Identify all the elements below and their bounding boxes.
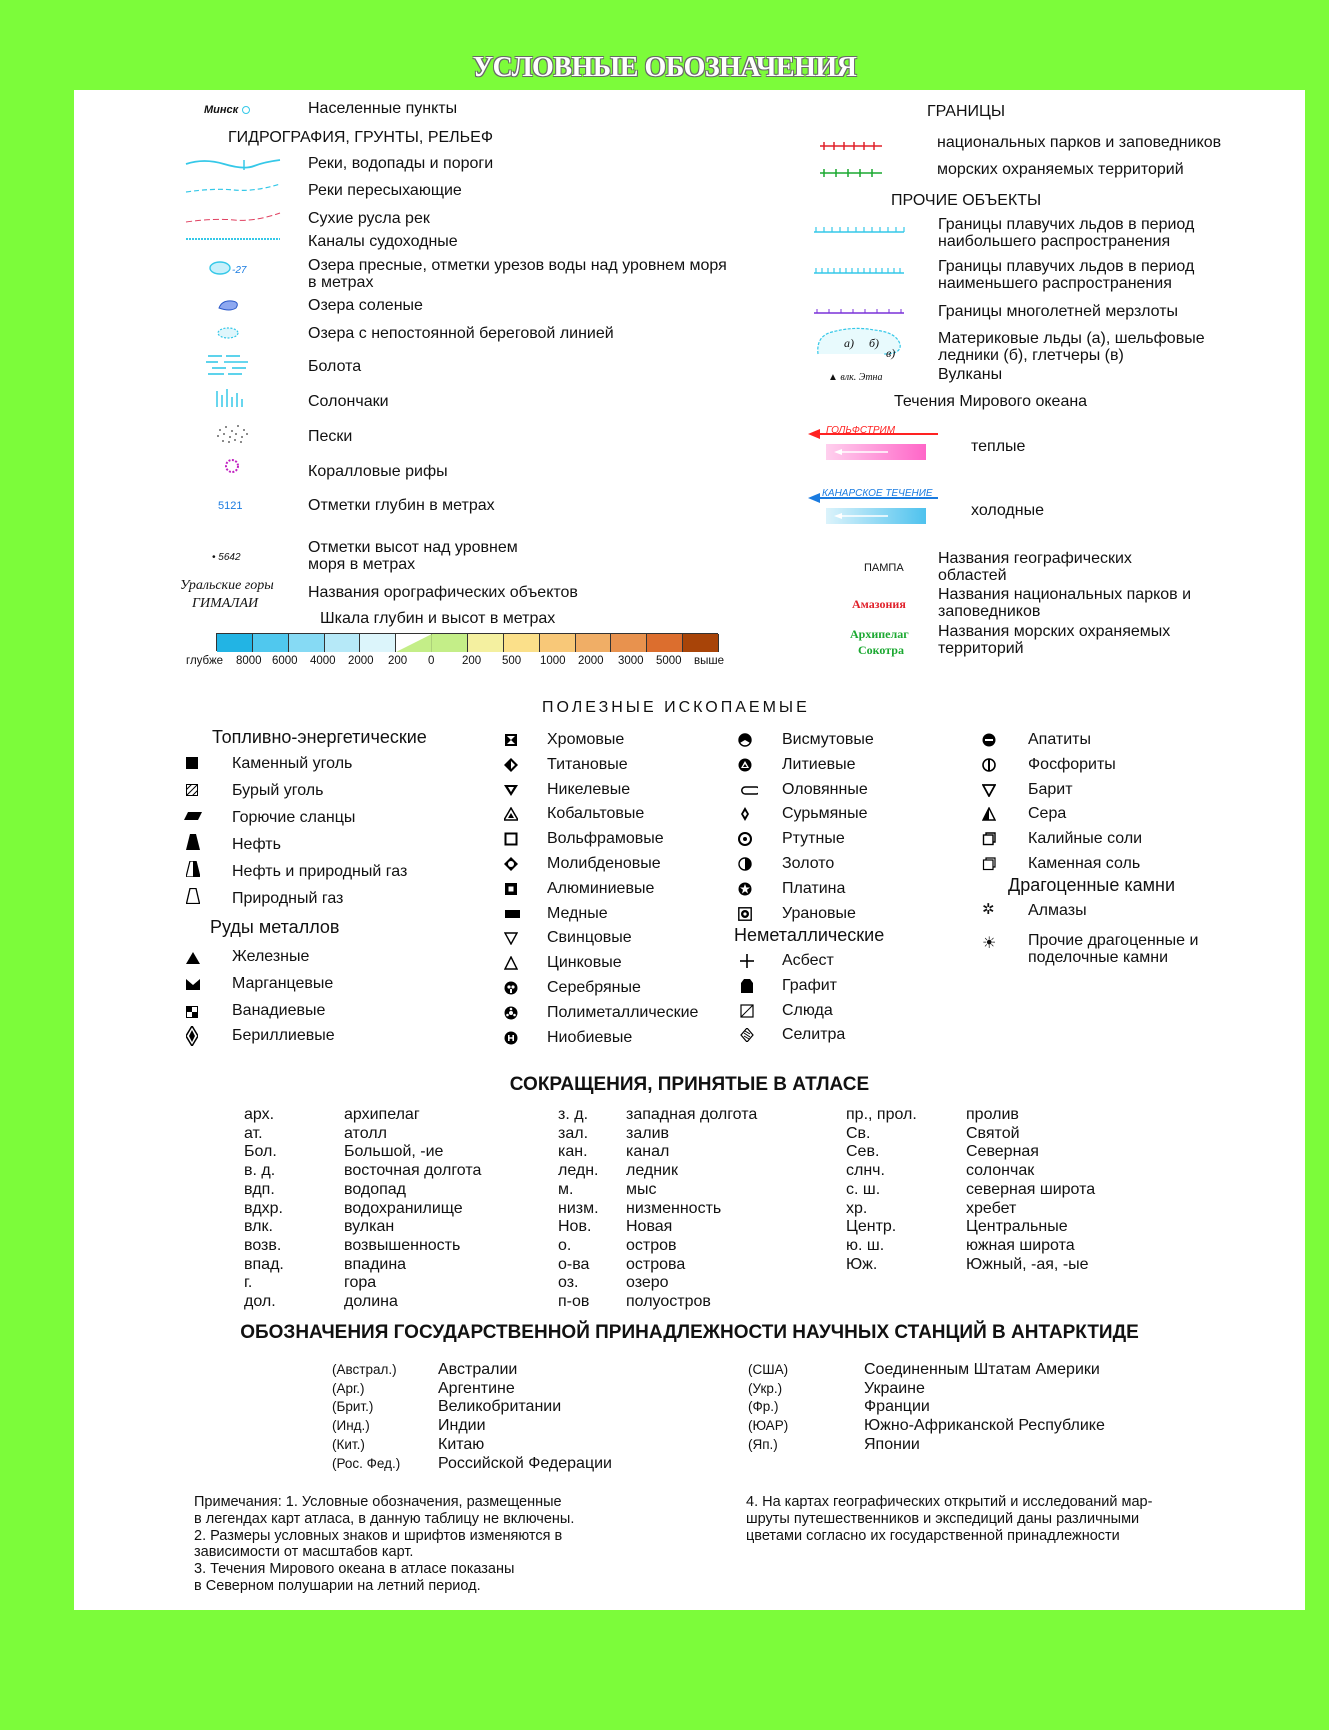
station-country: Российской Федерации [438,1454,612,1472]
abbreviation-meaning: низменность [626,1199,722,1217]
currents-heading: Течения Мирового океана [894,393,1088,410]
other-permafrost: Границы многолетней мерзлоты [938,303,1179,320]
swamp-icon [204,352,254,378]
scale-cell [504,634,540,652]
aluminum-icon [504,882,518,896]
abbreviation: з. д. [558,1106,589,1123]
national-park-border-icon [820,137,882,145]
note-line: 2. Размеры условных знаков и шрифтов изменяются в [194,1527,563,1544]
mineral-item: Слюда [782,1001,833,1019]
permafrost-border-icon [814,308,906,318]
other-volcanoes: Вулканы [938,366,1003,383]
orography-sample-2: ГИМАЛАИ [192,596,259,611]
abbreviation-meaning: мыс [626,1180,657,1198]
scale-cell [217,634,253,652]
scale-tick-label: 8000 [236,655,262,667]
height-sample: • 5642 [212,552,241,563]
legend-item-dry-riverbeds: Сухие русла рек [308,210,430,227]
abbreviation: Бол. [244,1143,277,1161]
fuel-oil-shale: Горючие сланцы [232,809,356,826]
abbreviation-meaning: водопад [344,1180,406,1198]
fuel-oil: Нефть [232,836,281,853]
station-abbreviation: (США) [748,1362,789,1377]
platinum-icon [738,882,752,896]
station-country: Японии [864,1435,920,1453]
abbreviation-meaning: Южный, -ая, -ые [966,1255,1089,1273]
other-min-ice: Границы плавучих льдов в период наименьшего распространения [938,258,1195,292]
legend-item-rivers: Реки, водопады и пороги [308,155,494,172]
abbreviation-meaning: Святой [966,1124,1020,1142]
cold-current-name: КАНАРСКОЕ ТЕЧЕНИЕ [822,488,933,499]
note-line: зависимости от масштабов карт. [194,1544,414,1561]
abbreviation-meaning: хребет [966,1199,1017,1217]
mineral-item: Медные [547,904,608,922]
legend-item-depth-marks: Отметки глубин в метрах [308,497,495,514]
depth-height-scale [186,633,724,673]
abbreviation: Нов. [558,1218,592,1236]
mercury-icon [738,832,752,846]
chrome-icon [504,733,518,747]
scale-tick-label: 5000 [656,655,682,667]
scale-tick-label: 500 [502,655,522,667]
station-country: Южно-Африканской Республике [864,1417,1105,1435]
abbreviation-meaning: остров [626,1236,677,1254]
freshwater-lake-icon [208,258,234,276]
station-country: Австралии [438,1361,518,1378]
mineral-item: Калийные соли [1028,830,1143,848]
height-sample-value: 5642 [218,552,241,563]
ore-manganese: Марганцевые [232,975,334,992]
scale-cell [432,634,468,652]
abbreviation-meaning: атолл [344,1124,387,1142]
abbreviation: о. [558,1236,572,1254]
gems-heading: Драгоценные камни [1008,875,1175,895]
river-waterfall-icon [184,154,284,176]
depth-sample: 5121 [218,500,243,512]
mineral-item: Ртутные [782,830,845,848]
abbreviation-meaning: озеро [626,1274,669,1292]
abbreviation: Св. [846,1124,871,1142]
ore-vanadium: Ванадиевые [232,1002,326,1019]
copper-icon [504,907,520,921]
settlement-sample: Минск [204,104,239,116]
abbreviation-meaning: водохранилище [344,1199,463,1217]
silver-icon [504,981,518,995]
mineral-item: Графит [782,976,837,994]
fuel-coal: Каменный уголь [232,755,353,772]
abbreviation-meaning: солончак [966,1162,1035,1180]
station-country: Франции [864,1398,930,1416]
phosphorite-icon [982,758,996,772]
scale-tick-label: 1000 [540,655,566,667]
barite-icon [982,783,996,797]
titanium-icon [504,758,518,772]
fuel-brown-coal: Бурый уголь [232,782,324,799]
scale-cell [253,634,289,652]
note-line: 4. На картах географических открытий и исследований мар- [746,1494,1153,1510]
mineral-item: Урановые [782,904,856,922]
manganese-icon [186,979,200,990]
scale-cell [540,634,576,652]
note-line: шруты путешественников и экспедиций даны различными [746,1510,1140,1527]
mineral-item: Сера [1028,805,1067,823]
station-country: Китаю [438,1435,485,1453]
legend-item-freshwater-lakes: Озера пресные, отметки урезов воды над уровнем моря в метрах [308,257,727,291]
station-abbreviation: (Яп.) [748,1436,778,1452]
lake-elevation-sample: -27 [232,265,247,276]
precious-stones-icon: ☀ [982,935,997,952]
mineral-item: Хромовые [547,731,625,748]
abbreviation-meaning: Большой, -ие [344,1143,444,1161]
niobium-icon [504,1031,518,1045]
station-abbreviation: (Инд.) [332,1418,370,1434]
uranium-icon [738,907,752,921]
scale-tick-label: 200 [462,655,482,667]
station-abbreviation: (Укр.) [748,1380,783,1396]
region-name-sample: ПАМПА [864,562,904,574]
abbreviation-meaning: гора [344,1274,377,1292]
abbreviation: м. [558,1180,574,1198]
legend-item-seasonal-rivers: Реки пересыхающие [308,182,462,199]
volcano-sample-name: влк. Этна [840,372,883,383]
scale-tick-label: 0 [428,655,435,667]
warm-currents-label: теплые [971,438,1026,455]
mineral-item: Платина [782,879,846,897]
legend-item-salt-lakes: Озера соленые [308,297,423,314]
legend-item-orography: Названия орографических объектов [308,584,578,601]
asbestos-icon [740,954,754,968]
fuel-heading: Топливно-энергетические [212,727,427,747]
salt-lake-icon [216,298,242,314]
vanadium-icon [186,1006,198,1018]
station-abbreviation: (Кит.) [332,1436,365,1452]
settlement-icon [242,106,250,114]
name-national-parks: Названия национальных парков и заповедников [938,586,1192,620]
scale-cell [468,634,504,652]
scale-tick-label: 2000 [348,655,374,667]
border-marine-protected: морских охраняемых территорий [937,161,1184,178]
mineral-item: Золото [782,855,835,872]
marine-name-sample-2: Сокотра [858,643,904,657]
abbreviations-heading: СОКРАЩЕНИЯ, ПРИНЯТЫЕ В АТЛАСЕ [509,1074,870,1095]
station-country: Индии [438,1417,486,1435]
abbreviation: п-ов [558,1293,590,1310]
canal-icon [184,234,284,244]
sulfur-icon [982,807,996,821]
abbreviation-meaning: вулкан [344,1218,395,1236]
oil-shale-icon [184,811,202,821]
abbreviation: ю. ш. [846,1236,885,1254]
notes-left [194,1494,574,1595]
abbreviation-meaning: Северная [966,1143,1039,1161]
note-line: в Северном полушарии на летний период. [194,1577,481,1594]
mineral-item: Серебряные [547,979,641,996]
abbreviation-meaning: пролив [966,1106,1019,1123]
scale-cell [360,634,396,652]
abbreviation-meaning: западная долгота [626,1106,758,1123]
abbreviation: ат. [244,1124,263,1142]
abbreviation: низм. [558,1199,599,1217]
station-abbreviation: (Фр.) [748,1399,779,1415]
abbreviation: ледн. [558,1162,599,1180]
scale-tick-label: 2000 [578,655,604,667]
mineral-item: Вольфрамовые [547,830,664,848]
ore-iron: Железные [232,948,310,965]
ice-label-a: а) [844,336,854,350]
scale-cell [683,634,719,652]
abbreviation: дол. [244,1293,276,1310]
station-country: Украине [864,1379,925,1397]
lithium-icon [738,758,752,772]
coal-icon [186,757,198,769]
station-abbreviation: (Арг.) [332,1380,365,1396]
natural-gas-icon [186,888,200,904]
scale-tick-label: 4000 [310,655,336,667]
abbreviation: о-ва [558,1255,590,1273]
legend-item-height-marks: Отметки высот над уровнем моря в метрах [308,539,518,573]
mineral-item: Асбест [782,952,834,969]
mineral-item: Оловянные [782,780,868,798]
stations-heading: ОБОЗНАЧЕНИЯ ГОСУДАРСТВЕННОЙ ПРИНАДЛЕЖНОСТИ НАУЧНЫХ СТАНЦИЙ В АНТАРКТИДЕ [240,1322,1139,1343]
tin-icon [738,783,758,797]
abbreviation-meaning: впадина [344,1255,407,1273]
abbreviation: Центр. [846,1218,897,1236]
abbreviation: вдп. [244,1180,275,1198]
fuel-natural-gas: Природный газ [232,890,344,907]
ice-label-b: б) [869,336,880,350]
station-abbreviation: (Брит.) [332,1399,374,1415]
legend-item-intermittent-lakes: Озера с непостоянной береговой линией [308,325,614,342]
cobalt-icon [504,807,518,821]
park-name-sample: Амазония [852,597,906,611]
molybdenum-icon [504,857,518,871]
ice-label-v: в) [886,346,896,360]
legend-item-salt-marshes: Солончаки [308,393,389,410]
diamond-icon: ✲ [982,901,995,918]
cold-currents-label: холодные [971,502,1044,519]
mineral-item: Фосфориты [1028,755,1116,773]
coral-reef-icon [222,456,242,476]
marine-protected-border-icon [820,164,882,172]
abbreviation-meaning: архипелаг [344,1106,420,1123]
station-abbreviation: (ЮАР) [748,1418,789,1434]
page-title: УСЛОВНЫЕ ОБОЗНАЧЕНИЯ [472,52,857,83]
abbreviation-meaning: возвышенность [344,1236,461,1254]
mineral-item: Сурьмяные [782,805,868,823]
station-abbreviation: (Рос. Фед.) [332,1455,401,1471]
legend-panel [74,90,1305,1610]
mineral-item: Молибденовые [547,855,661,872]
abbreviation: влк. [244,1218,273,1236]
iron-icon [186,952,200,964]
abbreviation: вдхр. [244,1199,283,1217]
mineral-item: Ниобиевые [547,1028,633,1046]
legend-item-swamps: Болота [308,358,362,375]
scale-title: Шкала глубин и высот в метрах [320,610,556,627]
bismuth-icon [738,733,752,747]
abbreviation-meaning: северная широта [966,1180,1096,1198]
apatite-icon [982,733,996,747]
warm-current-name: ГОЛЬФСТРИМ [826,425,896,436]
other-max-ice: Границы плавучих льдов в период наибольшего распространения [938,216,1195,250]
abbreviation: с. ш. [846,1180,881,1198]
abbreviation: арх. [244,1106,275,1123]
note-line: в легендах карт атласа, в данную таблицу не включены. [194,1510,575,1527]
marine-name-sample-1: Архипелаг [850,627,909,641]
beryllium-icon [186,1026,198,1046]
nickel-icon [504,783,518,797]
mineral-item: Кобальтовые [547,805,645,823]
salt-marsh-icon [214,387,248,409]
abbreviation-meaning: восточная долгота [344,1162,482,1180]
zinc-icon [504,956,518,970]
potash-icon [982,832,996,846]
gem-other: Прочие драгоценные и поделочные камни [1028,932,1199,966]
intermittent-lake-icon [216,325,242,341]
sand-icon [214,422,250,444]
station-country: Аргентине [438,1379,515,1397]
ores-heading: Руды металлов [210,917,340,937]
note-line: 3. Течения Мирового океана в атласе показаны [194,1561,515,1578]
orography-sample-1: Уральские горы [180,578,274,593]
abbreviation: возв. [244,1236,282,1254]
abbreviation-meaning: ледник [626,1162,678,1180]
rocksalt-icon [982,857,996,871]
mineral-item: Титановые [547,755,628,773]
abbreviation-meaning: острова [626,1255,686,1273]
station-country: Соединенным Штатам Америки [864,1361,1100,1378]
scale-cell [647,634,683,652]
lead-icon [504,931,518,945]
abbreviation: хр. [846,1199,868,1217]
gold-icon [738,857,752,871]
scale-cell [611,634,647,652]
mineral-item: Барит [1028,780,1073,798]
abbreviation: оз. [558,1274,579,1292]
legend-item-coral-reefs: Коралловые рифы [308,463,448,480]
scale-tick-label: глубже [186,655,224,667]
abbreviation: кан. [558,1143,588,1161]
abbreviation: зал. [558,1124,589,1142]
scale-cell [325,634,361,652]
scale-cell [396,634,432,652]
borders-heading: ГРАНИЦЫ [927,103,1005,120]
polymetal-icon [504,1006,518,1020]
abbreviation-meaning: долина [344,1293,398,1310]
mineral-item: Никелевые [547,780,631,798]
oil-icon [186,834,200,850]
ore-beryllium: Бериллиевые [232,1027,335,1044]
brown-coal-icon [186,784,198,796]
mineral-item: Апатиты [1028,731,1091,748]
abbreviation-meaning: залив [626,1124,670,1142]
oil-gas-icon [186,861,200,877]
station-country: Великобритании [438,1398,562,1416]
mineral-item: Висмутовые [782,731,874,748]
border-national-parks: национальных парков и заповедников [937,134,1222,151]
abbreviation-meaning: южная широта [966,1236,1075,1254]
scale-tick-label: выше [694,655,724,667]
minerals-heading: ПОЛЕЗНЫЕ ИСКОПАЕМЫЕ [542,699,810,716]
settlement-label: Населенные пункты [308,100,458,117]
scale-cell [289,634,325,652]
dry-riverbed-icon [184,210,284,226]
name-marine-protected: Названия морских охраняемых территорий [938,623,1171,657]
gem-diamonds: Алмазы [1028,902,1087,919]
other-ice-sheets: Материковые льды (а), шельфовые ледники (б), глетчеры (в) [938,330,1205,364]
hydro-heading: ГИДРОГРАФИЯ, ГРУНТЫ, РЕЛЬЕФ [228,129,493,146]
note-line: Примечания: 1. Условные обозначения, размещенные [194,1494,562,1510]
nitre-icon [740,1028,754,1042]
abbreviation: г. [244,1274,253,1292]
min-ice-border-icon [814,266,906,278]
antimony-icon [738,807,752,821]
nonmetal-heading: Неметаллические [734,925,885,945]
max-ice-border-icon [814,224,906,236]
station-abbreviation: (Австрал.) [332,1362,397,1377]
abbreviation-meaning: полуостров [626,1293,711,1310]
scale-tick-label: 6000 [272,655,298,667]
seasonal-river-icon [184,182,284,198]
note-line: цветами согласно их государственной принадлежности [746,1527,1120,1544]
mineral-item: Цинковые [547,954,622,972]
volcano-sample: ▲ влк. Этна [828,372,883,383]
scale-tick-label: 3000 [618,655,644,667]
mineral-item: Каменная соль [1028,855,1141,872]
fuel-oil-gas: Нефть и природный газ [232,863,408,880]
scale-cell [576,634,612,652]
mineral-item: Алюминиевые [547,879,655,897]
graphite-icon [740,979,754,993]
mineral-item: Полиметаллические [547,1003,699,1021]
mineral-item: Свинцовые [547,929,632,947]
tungsten-icon [504,832,518,846]
abbreviation: в. д. [244,1162,276,1180]
abbreviation: Юж. [846,1255,878,1273]
abbreviation-meaning: канал [626,1143,670,1161]
mica-icon [740,1004,754,1018]
abbreviation: слнч. [846,1162,885,1180]
mineral-item: Литиевые [782,755,856,773]
legend-item-canals: Каналы судоходные [308,233,458,250]
name-geographic-regions: Названия географических областей [938,550,1132,584]
legend-item-sand: Пески [308,428,353,445]
abbreviation: впад. [244,1255,284,1273]
abbreviation: Сев. [846,1143,880,1161]
mineral-item: Селитра [782,1026,846,1044]
scale-bar [216,633,718,651]
other-objects-heading: ПРОЧИЕ ОБЪЕКТЫ [891,192,1042,209]
abbreviation: пр., прол. [846,1106,917,1123]
abbreviation-meaning: Центральные [966,1218,1068,1236]
abbreviation-meaning: Новая [626,1218,673,1236]
scale-tick-label: 200 [388,655,408,667]
notes-right [746,1494,1152,1544]
